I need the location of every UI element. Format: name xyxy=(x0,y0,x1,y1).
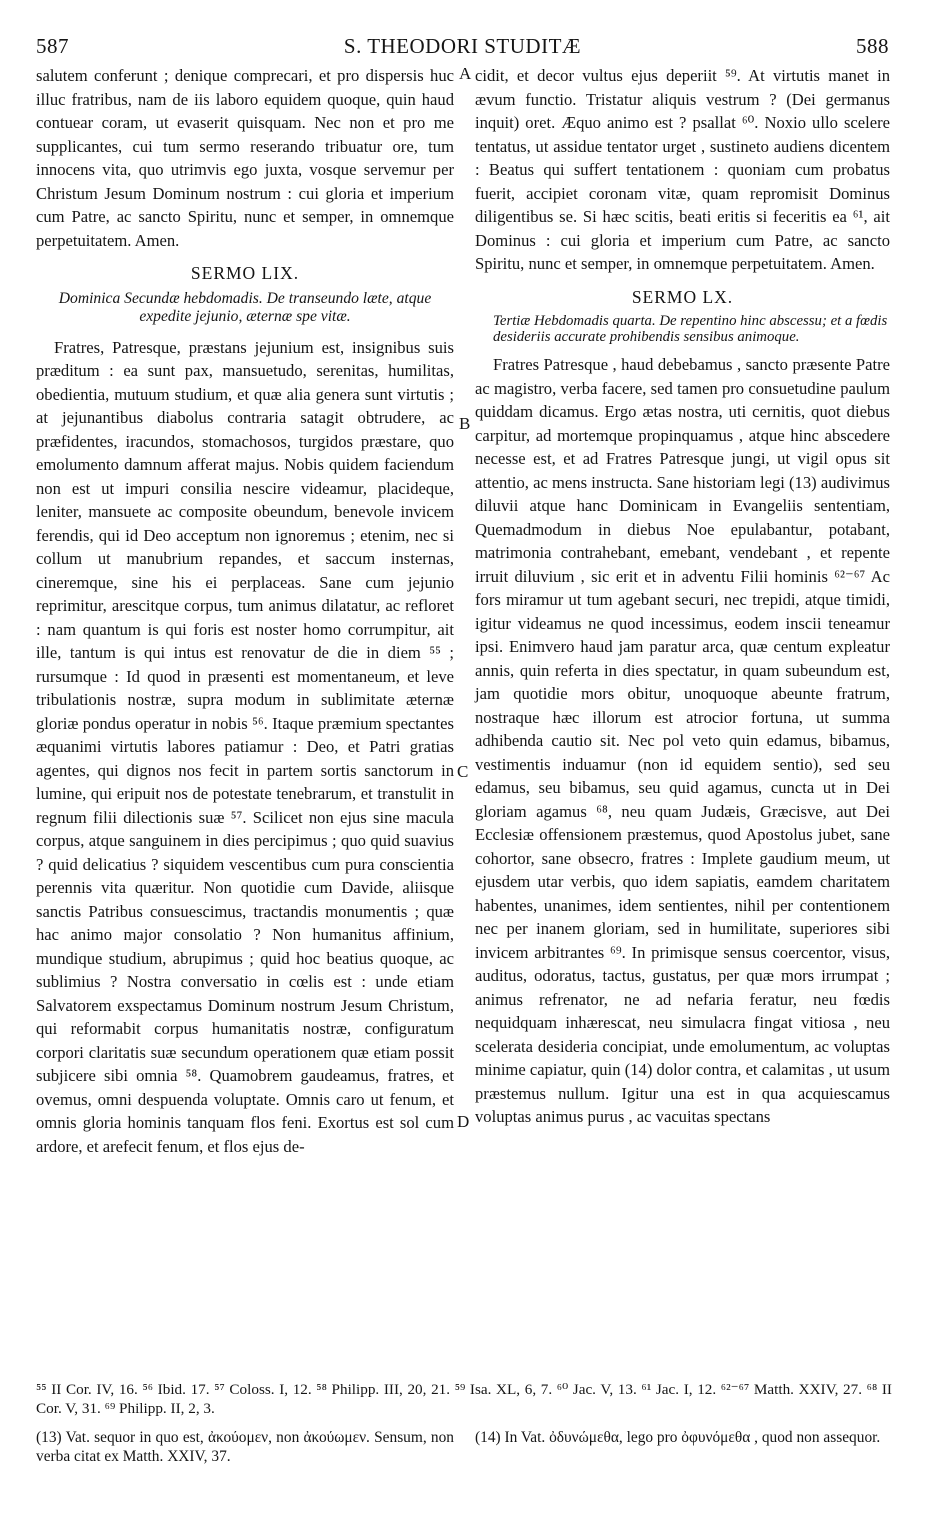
margin-marker-d: D xyxy=(457,1112,470,1131)
critical-note-14: (14) In Vat. ὀδυνώμεθα, lego pro ὀφυνόμεθα , quod non assequor. xyxy=(475,1429,881,1446)
sermo-59-subtitle: Dominica Secundæ hebdomadis. De transeundo læte, atque expedite jejunio, æternæ spe vitæ. xyxy=(58,289,432,325)
running-title: S. THEODORI STUDITÆ xyxy=(343,34,582,58)
running-header xyxy=(36,34,889,60)
right-column xyxy=(475,64,890,1129)
sermo-59-title: SERMO LIX. xyxy=(190,263,300,283)
margin-marker-b: B xyxy=(459,414,471,433)
page-number-left: 587 xyxy=(36,34,69,58)
sermo-59-body: Fratres, Patresque, præstans jejunium est, insignibus suis præditum : ea sunt pax, mansuetudo, serenitas, humilitas, obedientia, mutuum studium, et quæ alia genera sunt virtutis ; at jejunantibus diabolus contraria satagit obtrudere, ac præfidentes, iracundos, stomachosos, turgidos præstare, quo emolumento damnum afferat majus. Nobis quidem faciendum non est ut impuri consilia nescire videamur, placideque, leniter, mansuete ac composite obeundum, benevole invicem ferendis, qui id Deo acceptum non ignoremus ; etenim, nec si collum ut manubrium repandes, et saccum insternas, cineremque, sine his ei perplaceas. Sane cum jejunio reprimitur, arescitque corpus, tum animus dilatatur, ac refloret : nam quantum is qui foris est noster homo corrumpitur, ait ille, tantum is qui intus est renovatur de die in diem ⁵⁵ ; rursumque : Id quod in præsenti est momentaneum, et leve tribulationis nostræ, supra modum in sublimitate æternæ gloriæ pondus operatur in nobis ⁵⁶. Itaque præmium spectantes æquanimi virtutis labores patiamur : Deo, et Patri gratias agentes, qui dignos nos fecit in partem sortis sanctorum in lumine, qui eripuit nos de potestate tenebrarum, et transtulit in regnum filii dilectionis suæ ⁵⁷. Scilicet non ejus sine macula corpus, atque sanguinem in dies percipimus ; quo quid suavius ? quid delicatius ? siquidem vescentibus cum pura conscientia perennis vita quæritur. Non quotidie cum Davide, aliisque sanctis Patribus consuescimus, tractandis monumentis ; quæ hac animo major consolatio ? Non humanitus affinium, mundique studium, abrupimus ; quid hoc beatius quoque, ac sublimius ? Nostra conversatio in cœlis est : unde etiam Salvatorem exspectamus Dominum nostrum Jesum Christum, qui reformabit corpus humanitatis nostræ, configuratum corpori claritatis suæ secundum operationem quæ etiam possit subjicere sibi omnia ⁵⁸. Quamobrem gaudeamus, fratres, et ovemus, omni despuenda voluptate. Omnis caro ut fenum, et omnis gloria hominis tanquam flos feni. Exortus est sol cum ardore, et arefecit fenum, et flos ejus de- xyxy=(36,337,454,1156)
sermo-60-title: SERMO LX. xyxy=(631,286,734,307)
sermo-60-body: Fratres Patresque , haud debebamus , sancto præsente Patre ac magistro, verba facere, sed tamen pro consuetudine paulum quiddam dicamus. Ergo ætas nostra, uti cernitis, quot diebus carpitur, ad mortemque propinquamus , atque hinc abscedere necesse est, et ad Fratres Patresque jungi, ut vigil opus sit attentio, ac mens instructa. Sane historiam legi (13) audivimus diluvii atque hanc Dominicam in Evangeliis sententiam, Quemadmodum in diebus Noe epulabantur, potabant, matrimonia contrahebant, emebant, vendebant , et repente irruit diluvium , sic erit et in adventu Filii hominis ⁶²⁻⁶⁷ Ac fors miramur ut tum agebant securi, nec trepidi, atque timidi, igitur videamus ne quod incessimus, eodem inscii teneamur ipsi. Enimvero haud jam paratur arca, quæ centum expleatur annis, quin referta in dies spectatur, in quam subeundum est, jam quotidie mors obitur, unoquoque abeunte fratrum, nostraque hæc illorum est atrocior fortuna, ut summa adhibenda cautio sit. Nec pol veto quin edamus, bibamus, vestimentis induamur (non id equidem sentio), sed seu edamus, seu bibamus, seu quid agamus, cuncta ut in Dei gloriam agamus ⁶⁸, neu quam Judæis, Græcisve, aut Dei Ecclesiæ offensionem præstemus, quod Apostolus jubet, sane cohortor, sane obsecro, fratres : Implete gaudium meum, ut ejusdem utar verbis, quo idem sapiatis, eamdem charitatem habentes, unanimes, idem sentientes, nihil per contentionem nec per inanem gloriam, sed in humilitate, superiores sibi invicem arbitrantes ⁶⁹. In primisque sensus coercentor, visus, auditus, odoratus, tactus, gustatus, per quæ mors irrumpat ; animus refrenator, ne ad nefaria feratur, neu fœdis nequidquam inhærescat, neu simulacra fingat vitiosa , neu scelerata desideria concipiat, unde emolumentum, ac voluptas minime capiatur, quin (14) dolor contra, et calamitas , ut usum præstemus nullum. Igitur una est in qua acquiescamus voluptas animus purus , ac vacuitas spectans xyxy=(475,355,890,1126)
right-continuation-paragraph: cidit, et decor vultus ejus deperiit ⁵⁹. At virtutis manet in ævum functio. Tristatur aliquis vestrum ? (Dei germanus inquit) oret. Æquo animo est ? psallat ⁶⁰. Noxio ullo scelere tentatus, ut assidue tentator urget , sustineto audiens dicentem : Beatus qui suffert tentationem : quoniam cum probatus fuerit, accipiet coronam vitæ, quam repromisit Dominus diligentibus se. Si hæc scitis, beati eritis si feceritis ea ⁶¹, ait Dominus : cui gloria et imperium cum Patre, ac sancto Spiritu, nunc et semper, in omnemque perpetuitatem. Amen. xyxy=(475,66,890,273)
critical-note-13: (13) Vat. sequor in quo est, ἀκούομεν, non ἀκούωμεν. Sensum, non verba citat ex Matth. XXIV, 37. xyxy=(36,1429,454,1465)
left-column xyxy=(36,64,454,1158)
margin-marker-a: A xyxy=(459,64,472,83)
sermo-60-subtitle: Tertiæ Hebdomadis quarta. De repentino hinc abscessu; et a fœdis desideriis accurate prohibendis sensibus animoque. xyxy=(493,313,888,345)
page-number-right: 588 xyxy=(856,34,889,58)
left-intro-paragraph: salutem conferunt ; denique comprecari, et pro dispersis huc illuc fratribus, nam de iis laboro equidem quoque, quin haud contuear coram, ut evaserit quisquam. Nec non et pro me supplicantes, cui tum sermo reserando tribuatur ore, tum innocens vita, quo utrimvis ego juxta, vosque servemur per Christum Jesum Dominum nostrum : cui gloria et imperium cum Patre, ac sancto Spiritu, nunc et semper, in omnemque perpetuitatem. Amen. xyxy=(36,66,454,250)
margin-marker-c: C xyxy=(457,762,469,781)
scripture-footnotes: ⁵⁵ II Cor. IV, 16. ⁵⁶ Ibid. 17. ⁵⁷ Coloss. I, 12. ⁵⁸ Philipp. III, 20, 21. ⁵⁹ Isa. XL, 6, 7. ⁶⁰ Jac. V, 13. ⁶¹ Jac. I, 12. ⁶²⁻⁶⁷ Matth. XXIV, 27. ⁶⁸ II Cor. V, 31. ⁶⁹ Philipp. II, 2, 3. xyxy=(36,1381,892,1417)
